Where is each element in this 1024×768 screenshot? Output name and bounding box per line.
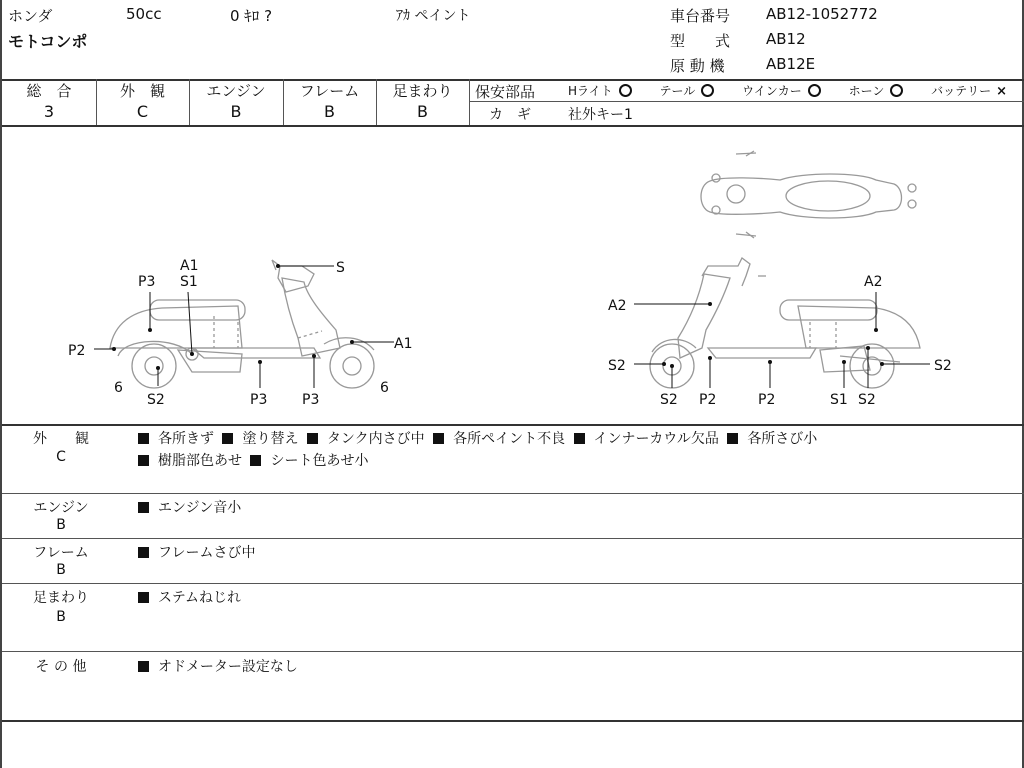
remark-item: 各所さび小 <box>727 431 817 447</box>
remark-line <box>138 497 245 517</box>
remark-item: シート色あせ小 <box>250 453 368 469</box>
key-value: 社外キー1 <box>568 107 633 123</box>
bullet-square-icon <box>138 661 149 672</box>
type-label: 型 式 <box>670 32 731 50</box>
type-value: AB12 <box>766 30 806 48</box>
bullet-square-icon <box>138 455 149 466</box>
divider <box>2 538 1024 539</box>
label-p2-rear: P2 <box>68 343 86 359</box>
bullet-square-icon <box>307 433 318 444</box>
remark-line <box>138 587 245 607</box>
body-color: ｱｶ ペイント <box>396 8 471 24</box>
ok-circle-icon <box>890 84 903 97</box>
ok-circle-icon <box>808 84 821 97</box>
remark-label-other: そ の 他 <box>35 659 87 675</box>
label-s2-rear: S2 <box>934 358 952 374</box>
scooter-top-view-drawing <box>701 151 916 238</box>
remark-label-frame: フレーム <box>33 545 89 561</box>
divider <box>2 583 1024 584</box>
label-a2-right: A2 <box>864 274 883 290</box>
label-a2-left: A2 <box>608 298 627 314</box>
exterior-label: 外 観 <box>119 82 165 100</box>
engine-grade: B <box>230 102 242 121</box>
label-leader-lines <box>94 266 930 388</box>
suspension-grade: B <box>417 102 428 121</box>
safety-parts-list <box>568 82 1017 99</box>
label-s1-bottom: S1 <box>830 392 848 408</box>
remark-item: フレームさび中 <box>138 545 255 561</box>
frame-grade: B <box>324 102 335 121</box>
bullet-square-icon <box>138 433 149 444</box>
ok-circle-icon <box>619 84 632 97</box>
key-label: カ ギ <box>489 107 531 123</box>
safety-item-tail: テール <box>660 84 715 98</box>
exterior-grade: C <box>136 102 149 121</box>
ok-circle-icon <box>701 84 714 97</box>
label-p3-bottom-a: P3 <box>250 392 268 408</box>
remark-item: エンジン音小 <box>138 500 241 516</box>
label-s2-bottom-a: S2 <box>660 392 678 408</box>
label-six-right: 6 <box>380 380 389 396</box>
remark-grade-engine: B <box>56 517 66 533</box>
remark-line <box>138 656 302 676</box>
mileage: 0 ｷﾛ ? <box>230 7 273 25</box>
label-s2-bottom-b: S2 <box>858 392 876 408</box>
remark-item: 各所きず <box>138 431 214 447</box>
bullet-square-icon <box>138 502 149 513</box>
overall-grade: 3 <box>43 102 55 121</box>
engine-label: エンジン <box>206 82 266 100</box>
divider <box>2 720 1024 722</box>
label-s-handle: S <box>336 260 345 276</box>
ng-cross-icon: × <box>996 84 1008 99</box>
bullet-square-icon <box>727 433 738 444</box>
bullet-square-icon <box>138 592 149 603</box>
remark-line <box>138 450 372 470</box>
remark-item: ステムねじれ <box>138 590 241 606</box>
label-s1-top: S1 <box>180 274 198 290</box>
divider <box>2 424 1024 426</box>
divider <box>2 493 1024 494</box>
frame-label: フレーム <box>299 82 360 100</box>
label-s2-bottom: S2 <box>147 392 165 408</box>
remark-grade-frame: B <box>56 562 66 578</box>
label-six-left: 6 <box>114 380 123 396</box>
maker-name: ホンダ <box>8 7 53 25</box>
suspension-label: 足まわり <box>392 82 453 100</box>
frame-number: AB12-1052772 <box>766 5 878 23</box>
divider <box>469 101 1024 102</box>
bullet-square-icon <box>433 433 444 444</box>
remark-item: オドメーター設定なし <box>138 659 298 675</box>
label-p3-top: P3 <box>138 274 156 290</box>
engine-type-label: 原 動 機 <box>670 57 725 75</box>
safety-item-winker: ウインカー <box>742 84 821 98</box>
engine-type-value: AB12E <box>766 55 816 73</box>
label-a1-front: A1 <box>394 336 413 352</box>
bullet-square-icon <box>138 547 149 558</box>
remark-label-engine: エンジン <box>33 500 89 516</box>
safety-item-horn: ホーン <box>849 84 904 98</box>
divider <box>2 651 1024 652</box>
remark-item: 樹脂部色あせ <box>138 453 242 469</box>
frame-number-label: 車台番号 <box>670 7 731 25</box>
remark-label-suspension: 足まわり <box>33 590 89 606</box>
bullet-square-icon <box>250 455 261 466</box>
label-p3-bottom-b: P3 <box>302 392 320 408</box>
divider <box>469 79 470 125</box>
remark-item: タンク内さび中 <box>307 431 425 447</box>
remark-item: 各所ペイント不良 <box>433 431 565 447</box>
bullet-square-icon <box>222 433 233 444</box>
damage-diagram <box>2 126 1024 424</box>
remark-line <box>138 428 821 448</box>
label-a1-top: A1 <box>180 258 199 274</box>
remark-label-exterior: 外 観 <box>33 431 89 447</box>
remark-line <box>138 542 259 562</box>
safety-item-battery: バッテリー × <box>931 84 1008 99</box>
model-name: モトコンポ <box>8 32 88 51</box>
safety-parts-label: 保安部品 <box>475 83 536 101</box>
remark-grade-exterior: C <box>56 449 66 465</box>
remark-item: 塗り替え <box>222 431 298 447</box>
remark-grade-suspension: B <box>56 609 66 625</box>
displacement: 50cc <box>126 5 162 23</box>
remark-item: インナーカウル欠品 <box>574 431 719 447</box>
label-s2-front: S2 <box>608 358 626 374</box>
safety-item-headlight: Hライト <box>568 84 632 98</box>
label-p2-bottom-b: P2 <box>758 392 776 408</box>
bullet-square-icon <box>574 433 585 444</box>
label-p2-bottom-a: P2 <box>699 392 717 408</box>
label-dots <box>112 264 884 370</box>
overall-label: 総 合 <box>26 82 72 100</box>
